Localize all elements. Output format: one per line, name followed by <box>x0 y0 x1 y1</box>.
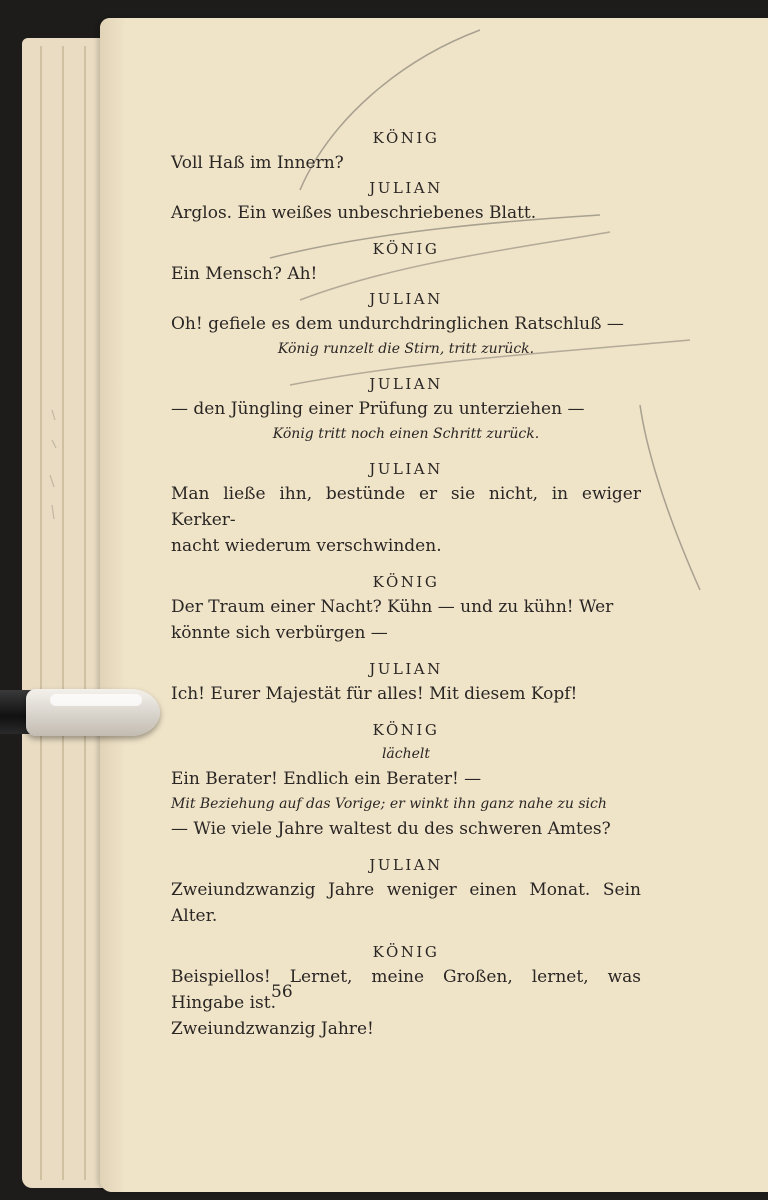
dialogue-block <box>171 287 641 361</box>
dialogue-line: könnte sich verbürgen — <box>171 623 388 643</box>
dialogue-line: Oh! gefiele es dem undurchdringlichen Ratschluß — <box>171 314 624 334</box>
dialogue-line: Beispiellos! Lernet, meine Großen, lernet, was Hingabe ist. <box>171 967 641 1013</box>
speaker-name: KÖNIG <box>372 943 440 961</box>
dialogue-line: Ein Mensch? Ah! <box>171 264 318 284</box>
dialogue-line: Ich! Eurer Majestät für alles! Mit diesem Kopf! <box>171 684 578 704</box>
book-weight-highlight <box>50 694 142 706</box>
dialogue-block <box>171 372 641 446</box>
dialogue-block <box>171 457 641 559</box>
stage-direction: lächelt <box>381 746 431 762</box>
page-number: 56 <box>271 982 293 1002</box>
dialogue-line: Man ließe ihn, bestünde er sie nicht, in ewiger Kerker- <box>171 484 641 530</box>
dialogue-line: Der Traum einer Nacht? Kühn — und zu kühn! Wer <box>171 597 614 617</box>
page-gutter <box>100 18 126 1192</box>
stage-direction: Mit Beziehung auf das Vorige; er winkt ihn ganz nahe zu sich <box>171 796 607 812</box>
speaker-name: JULIAN <box>369 179 443 197</box>
speaker-name: JULIAN <box>369 290 443 308</box>
speaker-name: JULIAN <box>369 856 443 874</box>
dialogue-line: Zweiundzwanzig Jahre! <box>171 1019 374 1039</box>
dialogue-block <box>171 126 641 176</box>
dialogue-block <box>171 853 641 929</box>
speaker-name: KÖNIG <box>372 721 440 739</box>
dialogue-block <box>171 237 641 287</box>
dialogue-line: Zweiundzwanzig Jahre weniger einen Monat. Sein Alter. <box>171 880 641 926</box>
dialogue-block <box>171 940 641 1042</box>
speaker-name: JULIAN <box>369 460 443 478</box>
dialogue-block <box>171 718 641 842</box>
stage-direction: König runzelt die Stirn, tritt zurück. <box>277 341 535 357</box>
speaker-name: JULIAN <box>369 375 443 393</box>
speaker-name: KÖNIG <box>372 573 440 591</box>
speaker-name: KÖNIG <box>372 240 440 258</box>
dialogue-block <box>171 176 641 226</box>
dialogue-line: nacht wiederum verschwinden. <box>171 536 442 556</box>
dialogue-block <box>171 657 641 707</box>
dialogue-line: — den Jüngling einer Prüfung zu unterziehen — <box>171 399 585 419</box>
dialogue-line: — Wie viele Jahre waltest du des schweren Amtes? <box>171 819 611 839</box>
dialogue-line: Arglos. Ein weißes unbeschriebenes Blatt. <box>171 203 537 223</box>
dialogue-line: Ein Berater! Endlich ein Berater! — <box>171 769 482 789</box>
speaker-name: KÖNIG <box>372 129 440 147</box>
speaker-name: JULIAN <box>369 660 443 678</box>
dialogue-block <box>171 570 641 646</box>
play-text <box>171 110 641 1042</box>
stage-direction: König tritt noch einen Schritt zurück. <box>272 426 540 442</box>
dialogue-line: Voll Haß im Innern? <box>171 153 344 173</box>
